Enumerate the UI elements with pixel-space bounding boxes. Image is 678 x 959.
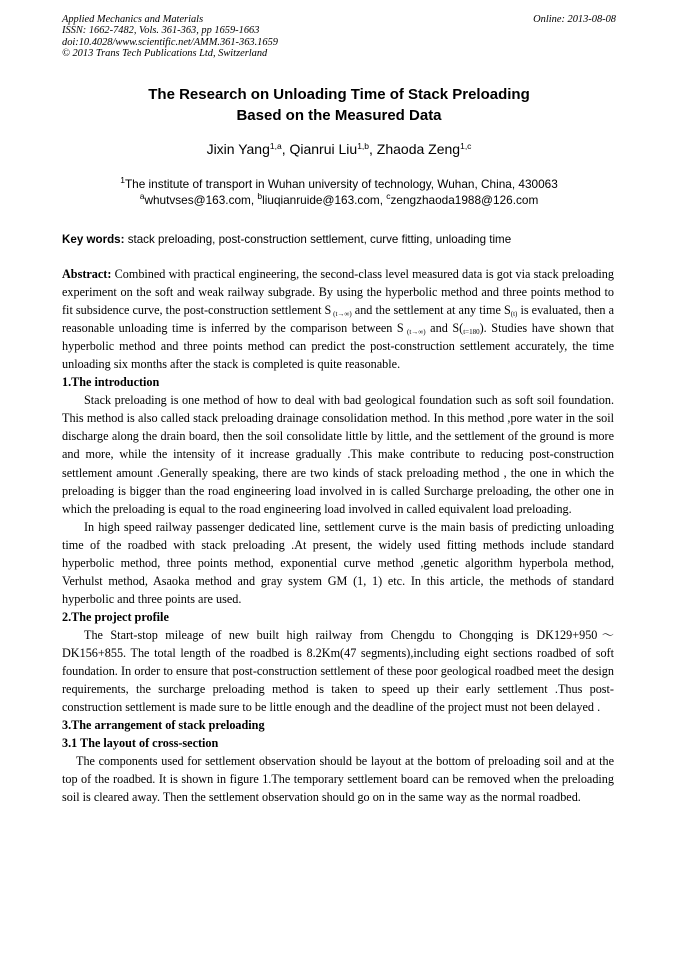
- email-marker: b: [257, 191, 263, 201]
- author-1-affiliation: 1,a: [269, 141, 282, 151]
- journal-name: Applied Mechanics and Materials: [62, 14, 204, 25]
- subscript: t=180: [463, 328, 480, 337]
- doi-line: doi:10.4028/www.scientific.net/AMM.361-363.1659: [62, 36, 278, 48]
- abstract-text: and S(: [425, 321, 464, 336]
- keywords-label: Key words:: [62, 233, 125, 246]
- author-separator: ,: [369, 141, 377, 157]
- subscript: (t): [510, 310, 518, 319]
- email-marker: a: [139, 191, 145, 201]
- abstract-text: is evaluated, then a reasonable unloading time is inferred by the comparison between S: [62, 303, 614, 336]
- section-3-heading: 3.The arrangement of stack preloading: [62, 718, 265, 733]
- section-3-1-heading: 3.1 The layout of cross-section: [62, 736, 219, 751]
- abstract-text: and the settlement at any time S: [351, 303, 511, 318]
- issn-line: ISSN: 1662-7482, Vols. 361-363, pp 1659-1663: [62, 25, 260, 37]
- author-2-affiliation: 1,b: [357, 141, 370, 151]
- author-list: [62, 140, 616, 158]
- email-b: liuqianruide@163.com,: [262, 193, 387, 207]
- keywords: [62, 232, 616, 248]
- section-2-paragraph-1: The Start-stop mileage of new built high railway from Chengdu to Chongqing is DK129+950～DK156+855. The total length of the roadbed is 8.2Km(47 segments),including eight sections roadbed of soft foundation. In order to ensure that post-construction settlement of these poor geological roadbed meet the design requirements, the surcharge preloading method is taken to speed up their early settlement .Thus post-construction settlement is made sure to be little enough and the deadline of the project must not been delayed .: [62, 627, 614, 715]
- abstract-text: ). Studies have shown that hyperbolic method and three points method can predict the post-construction settlement accurately, the time unloading six months after the stack is completed is quite reasonable.: [62, 321, 615, 372]
- subscript: (t→∞): [331, 310, 352, 319]
- abstract-label: Abstract:: [62, 267, 112, 281]
- paper-body: [62, 265, 614, 806]
- keywords-text: stack preloading, post-construction settlement, curve fitting, unloading time: [124, 233, 512, 246]
- affiliation-block: [62, 176, 616, 208]
- paper-title: [62, 84, 616, 126]
- page-header: [62, 14, 616, 60]
- title-line-1: The Research on Unloading Time of Stack Preloading: [148, 86, 530, 103]
- section-3-1-paragraph-1: The components used for settlement observation should be layout at the bottom of preloading soil and at the top of the roadbed. It is shown in figure 1.The temporary settlement board can be removed when the preloading soil is cleared away. Then the settlement observation should go on in the same way as the normal roadbed.: [62, 754, 614, 805]
- author-3: Zhaoda Zeng: [376, 141, 461, 157]
- author-1: Jixin Yang: [206, 141, 270, 157]
- author-separator: ,: [281, 141, 290, 157]
- section-1-heading: 1.The introduction: [62, 375, 160, 390]
- section-1-paragraph-2: In high speed railway passenger dedicated line, settlement curve is the main basis of predicting unloading time of the roadbed with stack preloading .At present, the widely used fitting methods include standard hyperbolic method, three points method, exponential curve method ,genetic algorithm hyperbola method, Verhulst method, Asaoka method and gray system GM (1, 1) etc. In this article, the methods of standard hyperbolic and three points are used.: [62, 519, 614, 606]
- abstract-paragraph: [62, 265, 614, 373]
- section-2-heading: 2.The project profile: [62, 609, 169, 624]
- institute-text: The institute of transport in Wuhan university of technology, Wuhan, China, 430063: [124, 177, 558, 191]
- email-line: [62, 192, 616, 208]
- email-marker: c: [386, 191, 391, 201]
- section-1-paragraph-1: Stack preloading is one method of how to deal with bad geological foundation such as soft soil foundation. This method is also called stack preloading drainage consolidation method. In this method ,pore water in the soil discharge along the drain board, then the soil consolidate little by little, and the settlement of the ground is more and more, while the intensity of it increase gradually .This make contribute to reducing post-construction settlement amount .Generally speaking, there are two kinds of stack preloading method , the one in which the preloading is bigger than the road engineering load involved in is called Surcharge preloading, the other one in which the preloading is equal to the road engineering load involved in called equivalent load preloading.: [62, 393, 614, 516]
- abstract-text: Combined with practical engineering, the second-class level measured data is got via stack preloading experiment on the soft and weak railway subgrade. By using the hyperbolic method and three points method to fit subsidence curve, the post-construction settlement S: [62, 267, 614, 318]
- author-3-affiliation: 1,c: [460, 141, 472, 151]
- title-line-2: Based on the Measured Data: [236, 107, 442, 124]
- author-2: Qianrui Liu: [289, 141, 358, 157]
- email-a: whutvses@163.com,: [144, 193, 258, 207]
- email-c: zengzhaoda1988@126.com: [390, 193, 539, 207]
- institute-marker: 1: [120, 175, 125, 185]
- copyright-line: © 2013 Trans Tech Publications Ltd, Switzerland: [62, 48, 268, 60]
- online-date: Online: 2013-08-08: [533, 14, 616, 25]
- institute-line: [62, 176, 616, 192]
- subscript: (t→∞): [403, 328, 426, 337]
